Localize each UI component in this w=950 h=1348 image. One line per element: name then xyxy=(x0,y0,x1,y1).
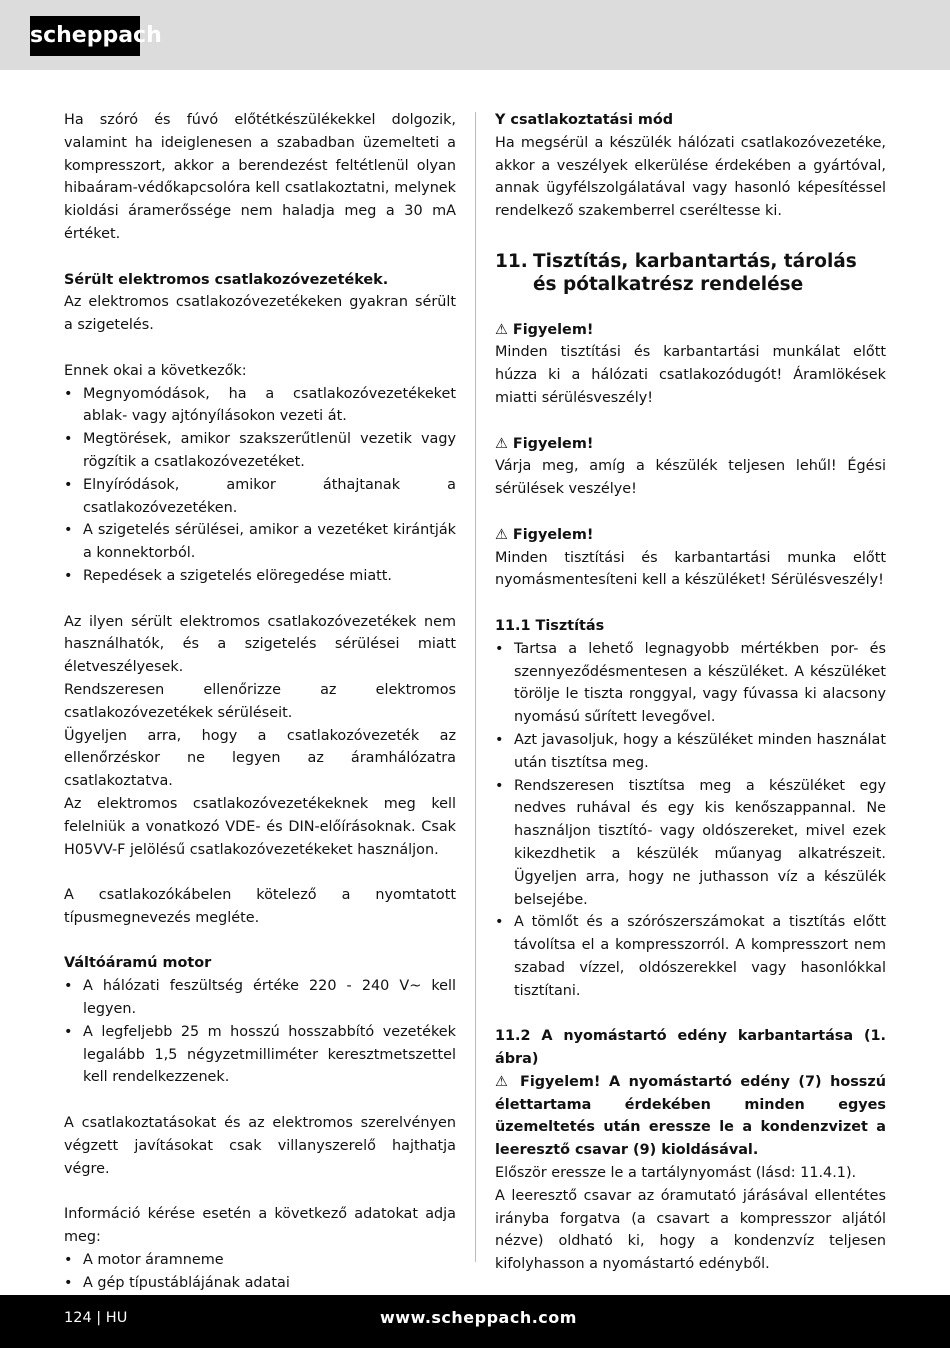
warning-text: Várja meg, amíg a készülék teljesen lehűl! Égési sérülések veszélye! xyxy=(495,458,886,498)
left-column xyxy=(64,109,456,1317)
list-item: • Azt javasoljuk, hogy a készüléket minden használat után tisztítsa meg. xyxy=(495,729,886,775)
section-heading xyxy=(495,250,886,296)
section-title: Tisztítás, karbantartás, tárolás és pótalkatrész rendelése xyxy=(533,250,857,295)
header-band xyxy=(0,0,950,70)
damaged-danger-paragraph: Az ilyen sérült elektromos csatlakozóvezetékek nem használhatók, és a szigetelés sérülései miatt életveszélyesek. xyxy=(64,613,456,676)
list-item: • A legfeljebb 25 m hosszú hosszabbító vezetékek legalább 1,5 négyzetmilliméter keresztmetszettel kell rendelkezzenek. xyxy=(64,1021,456,1089)
list-item: • A hálózati feszültség értéke 220 - 240 V~ kell legyen. xyxy=(64,975,456,1021)
list-item: • Repedések a szigetelés elöregedése miatt. xyxy=(64,565,456,588)
warning-icon: ⚠ xyxy=(495,526,508,543)
tank-warning: ⚠ Figyelem! A nyomástartó edény (7) hosszú élettartama érdekében minden egyes üzemeltetés után eressze le a kondenzvizet a leeresztő csavar (9) kioldásával. xyxy=(495,1073,886,1159)
section-number: 11. xyxy=(495,250,528,272)
type-designation-paragraph: A csatlakozókábelen kötelező a nyomtatott típusmegnevezés megléte. xyxy=(64,887,456,926)
warning-text: Minden tisztítási és karbantartási munkálat előtt húzza ki a hálózati csatlakozódugót! Áramlökések miatti sérülésveszély! xyxy=(495,344,886,406)
cleaning-list xyxy=(495,638,886,1003)
warning-heading xyxy=(495,319,886,342)
warning-icon: ⚠ xyxy=(495,1073,512,1090)
list-item: • A motor áramneme xyxy=(64,1249,456,1272)
website-link[interactable]: www.scheppach.com xyxy=(380,1308,577,1327)
causes-intro: Ennek okai a következők: xyxy=(64,362,247,379)
warning-icon: ⚠ xyxy=(495,435,508,452)
list-item: • Megtörések, amikor szakszerűtlenül vezetik vagy rögzítik a csatlakozóvezetéket. xyxy=(64,428,456,474)
warning-icon: ⚠ xyxy=(495,321,508,338)
warning-label: Figyelem! xyxy=(512,526,594,543)
tank-pressure-text: Először eressze le a tartálynyomást (lásd: 11.4.1). xyxy=(495,1165,857,1182)
warning-heading xyxy=(495,433,886,456)
list-item: • Megnyomódások, ha a csatlakozóvezetékeket ablak- vagy ajtónyílásokon vezeti át. xyxy=(64,383,456,429)
y-connection-heading: Y csatlakoztatási mód xyxy=(495,112,674,128)
damaged-cables-text: Az elektromos csatlakozóvezetékeken gyakran sérült a szigetelés. xyxy=(64,294,456,334)
standards-paragraph: Az elektromos csatlakozóvezetékeknek meg kell felelniük a vonatkozó VDE- és DIN-előírásoknak. Csak H05VV-F jelölésű csatlakozóvezetékeket használjon. xyxy=(64,795,456,858)
tank-maintenance-heading: 11.2 A nyomástartó edény karbantartása (1. ábra) xyxy=(495,1028,886,1068)
list-item: • Elnyíródások, amikor áthajtanak a csatlakozóvezetéken. xyxy=(64,474,456,520)
rcd-paragraph: Ha szóró és fúvó előtétkészülékekkel dolgozik, valamint ha ideiglenesen a szabadban üzemelteti a kompresszort, akkor a berendezést feltétlenül olyan hibaáram-védőkapcsolóra kell csatlakoztatni, melynek kioldási áramerőssége nem haladja meg a 30 mA értéket. xyxy=(64,112,456,242)
list-item: • Rendszeresen tisztítsa meg a készüléket egy nedves ruhával és egy kis kenőszappannal. Ne használjon tisztító- vagy oldószereket, mivel ezek kikezdhetik a készülék műanyag alkatrészeit. Ügyeljen arra, hogy ne juthasson víz a készülék belsejébe. xyxy=(495,775,886,912)
warning-label: Figyelem! xyxy=(512,435,594,452)
disconnect-paragraph: Ügyeljen arra, hogy a csatlakozóvezeték az ellenőrzéskor ne legyen az áramhálózatra csatlakoztatva. xyxy=(64,727,456,790)
warning-heading xyxy=(495,524,886,547)
causes-list xyxy=(64,383,456,588)
footer-bar xyxy=(0,1295,950,1348)
ac-motor-heading: Váltóáramú motor xyxy=(64,955,212,972)
list-item: • A gép típustáblájának adatai xyxy=(64,1272,456,1295)
drain-screw-text: A leeresztő csavar az óramutató járásával ellentétes irányba forgatva (a csavart a kompresszor aljától nézve) oldható ki, hogy a kondenzvíz teljesen kifolyhasson a nyomástartó edényből. xyxy=(495,1187,886,1273)
info-intro: Információ kérése esetén a következő adatokat adja meg: xyxy=(64,1206,456,1246)
check-paragraph: Rendszeresen ellenőrizze az elektromos csatlakozóvezetékek sérüléseit. xyxy=(64,681,456,721)
brand-logo: scheppach xyxy=(30,16,140,56)
motor-list xyxy=(64,975,456,1089)
warning-text: Minden tisztítási és karbantartási munka előtt nyomásmentesíteni kell a készüléket! Sérülésveszély! xyxy=(495,549,886,589)
list-item: • A tömlőt és a szórószerszámokat a tisztítás előtt távolítsa el a kompresszorról. A kompresszort nem szabad vízzel, oldószerekkel vagy hasonlókkal tisztítani. xyxy=(495,911,886,1002)
list-item: • Tartsa a lehető legnagyobb mértékben por- és szennyeződésmentesen a készüléket. A készüléket törölje le tiszta ronggyal, vagy fúvassa ki alacsony nyomású sűrített levegővel. xyxy=(495,638,886,729)
damaged-cables-heading: Sérült elektromos csatlakozóvezetékek. xyxy=(64,271,389,288)
warning-label: Figyelem! xyxy=(512,321,594,338)
list-item: • A szigetelés sérülései, amikor a vezetéket kirántják a konnektorból. xyxy=(64,519,456,565)
electrician-paragraph: A csatlakoztatásokat és az elektromos szerelvényen végzett javításokat csak villanyszerelő hajthatja végre. xyxy=(64,1115,456,1177)
page-number: 124 | HU xyxy=(64,1310,128,1326)
cleaning-heading: 11.1 Tisztítás xyxy=(495,617,605,634)
right-column xyxy=(495,109,886,1276)
column-divider xyxy=(475,112,476,1262)
y-connection-text: Ha megsérül a készülék hálózati csatlakozóvezetéke, akkor a veszélyek elkerülése érdekében a gyártóval, annak ügyfélszolgálatával vagy hasonló képesítéssel rendelkező szakemberrel cseréltesse ki. xyxy=(495,134,886,220)
